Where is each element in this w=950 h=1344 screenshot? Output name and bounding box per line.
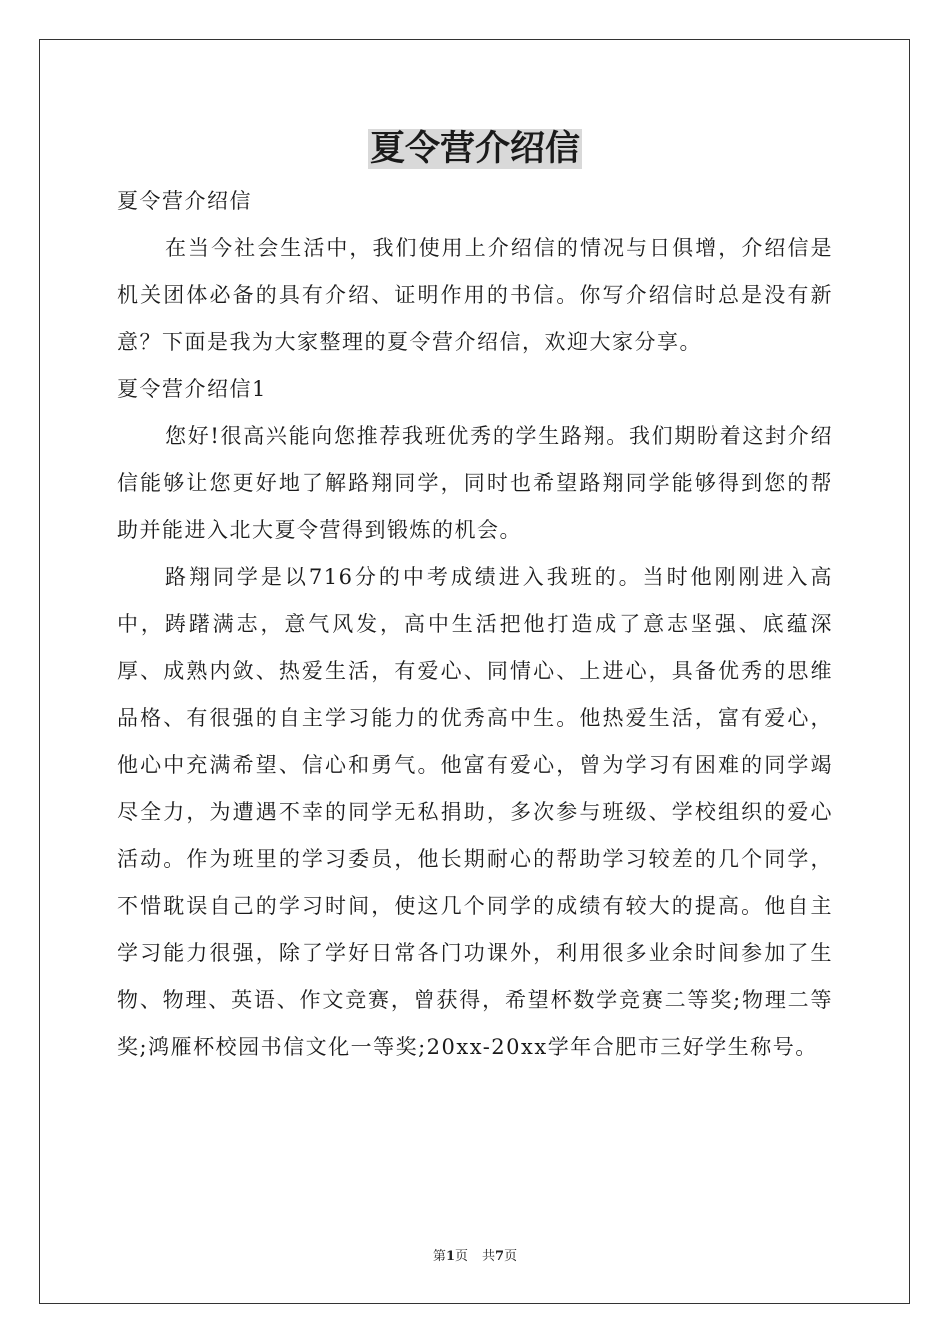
intro-paragraph: 在当今社会生活中，我们使用上介绍信的情况与日俱增，介绍信是机关团体必备的具有介绍、证明作用的书信。你写介绍信时总是没有新意？下面是我为大家整理的夏令营介绍信，欢迎大家分享。 — [117, 236, 833, 354]
greeting-paragraph: 您好!很高兴能向您推荐我班优秀的学生路翔。我们期盼着这封介绍信能够让您更好地了解路翔同学，同时也希望路翔同学能够得到您的帮助并能进入北大夏令营得到锻炼的机会。 — [117, 424, 833, 542]
document-title — [0, 124, 950, 174]
document-body — [117, 178, 833, 1071]
total-pages: 7 — [495, 1249, 505, 1264]
page-prefix: 第 — [432, 1249, 446, 1264]
body-paragraph: 路翔同学是以716分的中考成绩进入我班的。当时他刚刚进入高中，踌躇满志，意气风发，高中生活把他打造成了意志坚强、底蕴深厚、成熟内敛、热爱生活，有爱心、同情心、上进心，具备优秀的思维品格、有很强的自主学习能力的优秀高中生。他热爱生活，富有爱心，他心中充满希望、信心和勇气。他富有爱心，曾为学习有困难的同学竭尽全力，为遭遇不幸的同学无私捐助，多次参与班级、学校组织的爱心活动。作为班里的学习委员，他长期耐心的帮助学习较差的几个同学，不惜耽误自己的学习时间，使这几个同学的成绩有较大的提高。他自主学习能力很强，除了学好日常各门功课外，利用很多业余时间参加了生物、物理、英语、作文竞赛，曾获得，希望杯数学竞赛二等奖;物理二等奖;鸿雁杯校园书信文化一等奖;20xx-20xx学年合肥市三好学生称号。 — [117, 565, 833, 1059]
total-suffix: 页 — [504, 1249, 518, 1264]
document-title-text: 夏令营介绍信 — [369, 129, 580, 169]
subtitle-paragraph: 夏令营介绍信 — [117, 189, 252, 213]
total-prefix: 共 — [482, 1249, 496, 1264]
section-heading: 夏令营介绍信1 — [117, 377, 267, 401]
page-suffix: 页 — [454, 1249, 468, 1264]
page-footer — [0, 1248, 950, 1266]
page-number: 1 — [445, 1249, 455, 1264]
